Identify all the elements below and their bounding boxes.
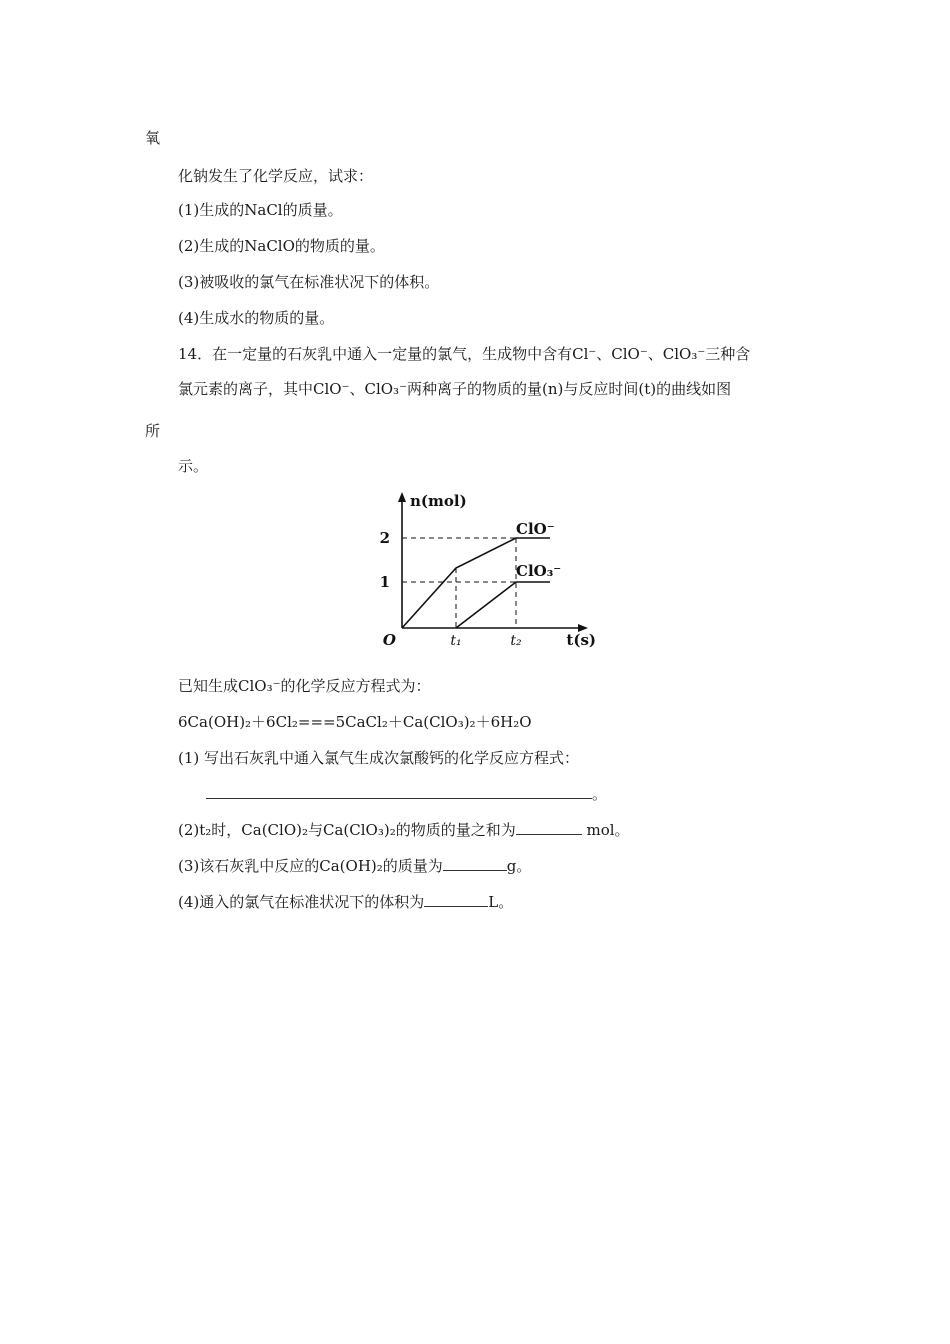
answer-line-1 <box>206 784 607 804</box>
x-axis-label: t(s) <box>566 631 596 649</box>
y-tick-2: 2 <box>379 529 390 547</box>
answer-blank-1[interactable] <box>206 784 592 799</box>
answer-blank-4[interactable] <box>424 892 488 907</box>
sub-question-4-unit: L。 <box>488 893 514 911</box>
question-2: (2)生成的NaClO的物质的量。 <box>178 237 385 255</box>
series-clo <box>402 538 550 628</box>
reaction-chart <box>366 488 606 656</box>
question-3: (3)被吸收的氯气在标准状况下的体积。 <box>178 273 440 291</box>
problem-14-line-1: 14．在一定量的石灰乳中通入一定量的氯气，生成物中含有Cl⁻、ClO⁻、ClO₃⁻三种含 <box>178 345 751 363</box>
known-reaction-text: 已知生成ClO₃⁻的化学反应方程式为： <box>178 677 431 695</box>
y-axis-label: n(mol) <box>410 492 467 510</box>
question-1: (1)生成的NaCl的质量。 <box>178 201 343 219</box>
origin-label: O <box>382 631 396 649</box>
sub-question-2 <box>178 820 630 840</box>
sub-question-1: (1) 写出石灰乳中通入氯气生成次氯酸钙的化学反应方程式： <box>178 749 580 767</box>
legend-clo3: ClO₃⁻ <box>516 562 562 580</box>
problem-14-line-4: 示。 <box>178 457 209 475</box>
text-line-1: 氧 <box>145 129 161 147</box>
answer-blank-2[interactable] <box>516 820 582 835</box>
problem-14-line-2: 氯元素的离子，其中ClO⁻、ClO₃⁻两种离子的物质的量(n)与反应时间(t)的曲线如图 <box>178 380 732 398</box>
y-tick-1: 1 <box>379 573 390 591</box>
sub-question-4 <box>178 892 513 912</box>
sub-question-2-unit: mol。 <box>581 821 630 839</box>
answer-blank-3[interactable] <box>443 856 507 871</box>
x-tick-t2: t₂ <box>510 633 522 649</box>
legend-clo: ClO⁻ <box>516 520 555 538</box>
series-clo3 <box>456 582 550 628</box>
answer-line-1-end: 。 <box>592 785 608 803</box>
sub-question-3-unit: g。 <box>506 857 532 875</box>
sub-question-3 <box>178 856 531 876</box>
y-axis-arrow-icon <box>398 492 406 502</box>
x-tick-t1: t₁ <box>450 633 462 649</box>
sub-question-4-text: (4)通入的氯气在标准状况下的体积为 <box>178 893 425 911</box>
question-4: (4)生成水的物质的量。 <box>178 309 335 327</box>
text-line-2: 化钠发生了化学反应，试求： <box>178 167 374 185</box>
sub-question-2-text: (2)t₂时，Ca(ClO)₂与Ca(ClO₃)₂的物质的量之和为 <box>178 821 516 839</box>
sub-question-3-text: (3)该石灰乳中反应的Ca(OH)₂的质量为 <box>178 857 443 875</box>
problem-14-line-3: 所 <box>145 422 161 440</box>
reaction-equation: 6Ca(OH)₂＋6Cl₂===5CaCl₂＋Ca(ClO₃)₂＋6H₂O <box>178 713 532 731</box>
